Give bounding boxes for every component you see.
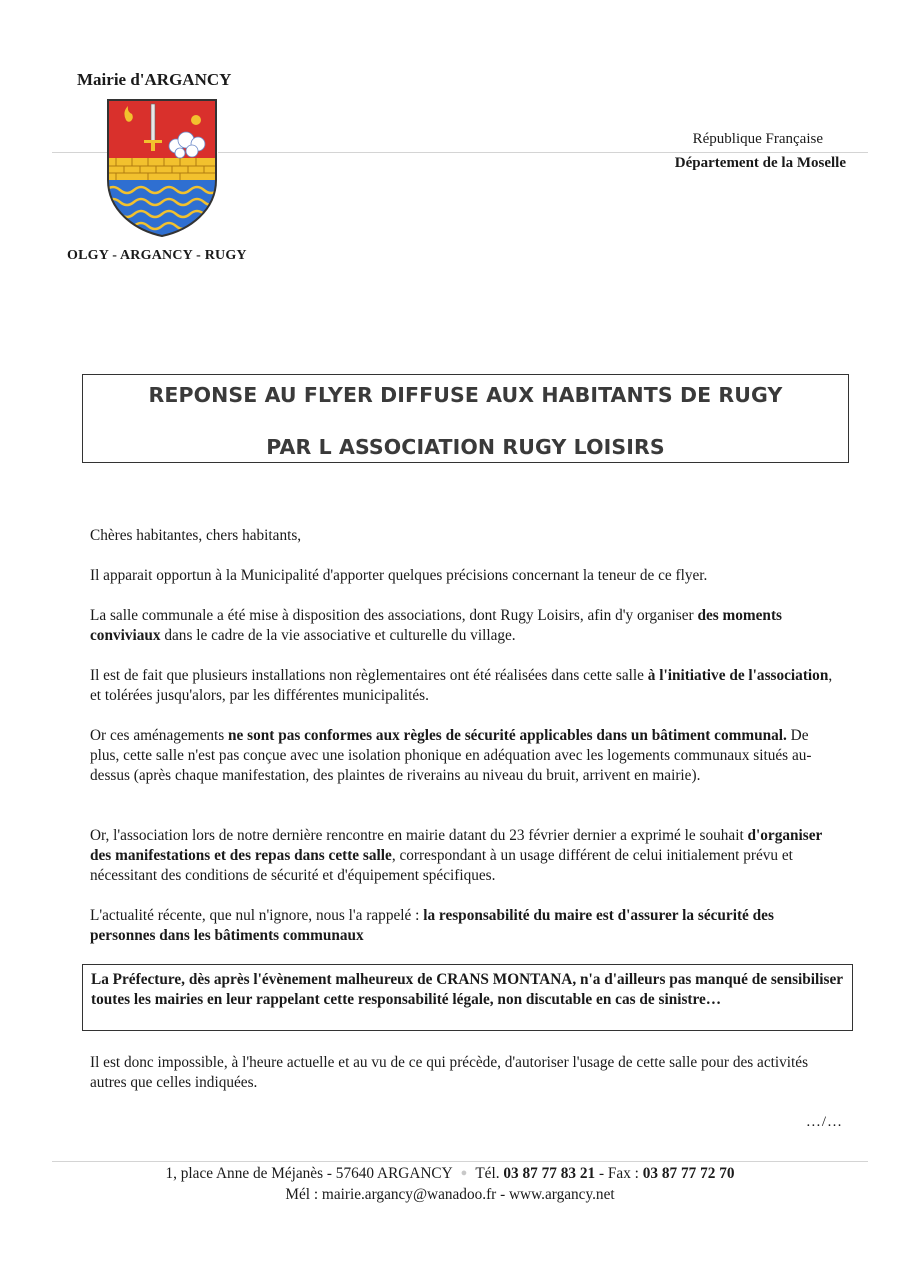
paragraph-2-text-end: dans le cadre de la vie associative et culturelle du village. — [160, 627, 516, 644]
footer-rule — [52, 1161, 868, 1162]
paragraph-7: Il est donc impossible, à l'heure actuelle et au vu de ce qui précède, d'autoriser l'usage de cette salle pour des activités autres que celles indiquées. — [90, 1054, 809, 1091]
paragraph-4-emphasis: ne sont pas conformes aux règles de sécurité applicables dans un bâtiment communal. — [228, 727, 787, 744]
paragraph-4-text: Or ces aménagements — [90, 727, 229, 744]
title-line-2: PAR L ASSOCIATION RUGY LOISIRS — [266, 435, 665, 459]
paragraph-2 — [90, 606, 840, 646]
title-line-1: REPONSE AU FLYER DIFFUSE AUX HABITANTS DE RUGY — [148, 383, 783, 407]
paragraph-2-text: La salle communale a été mise à disposition des associations, dont Rugy Loisirs, afin d'y organiser — [90, 607, 698, 624]
paragraph-4 — [90, 726, 840, 786]
paragraph-5-text: Or, l'association lors de notre dernière rencontre en mairie datant du 23 février dernier a exprimé le souhait — [90, 827, 748, 844]
footer-address-line — [0, 1165, 900, 1183]
footer-address: 1, place Anne de Méjanès - 57640 ARGANCY — [165, 1165, 453, 1182]
continuation-mark: …/… — [805, 1114, 843, 1130]
paragraph-1: Il apparait opportun à la Municipalité d'apporter quelques précisions concernant la teneur de ce flyer. — [90, 567, 708, 584]
communes-label: OLGY - ARGANCY - RUGY — [67, 248, 247, 263]
footer-tel-label: Tél. — [475, 1165, 504, 1182]
footer-contact-line: Mél : mairie.argancy@wanadoo.fr - www.argancy.net — [285, 1186, 615, 1203]
paragraph-5-emphasis: d'organiser des manifestations et des repas dans cette salle — [90, 827, 823, 864]
mairie-name: Mairie d'ARGANCY — [77, 70, 232, 89]
paragraph-6-text: L'actualité récente, que nul n'ignore, nous l'a rappelé : — [90, 907, 424, 924]
republique-label: République Française — [692, 131, 823, 147]
paragraph-5-text-end: , correspondant à un usage différent de celui initialement prévu et nécessitant des conditions de sécurité et d'équipement spécifiques. — [90, 847, 793, 884]
footer-fax: 03 87 77 72 70 — [642, 1165, 735, 1182]
footer-tel: 03 87 77 83 21 — [503, 1165, 596, 1182]
coat-of-arms-logo — [106, 98, 218, 238]
paragraph-2-emphasis: des moments conviviaux — [90, 607, 782, 644]
paragraph-5 — [90, 826, 840, 886]
title-box — [82, 374, 849, 463]
greeting: Chères habitantes, chers habitants, — [90, 527, 302, 544]
header-rule-left — [52, 152, 108, 153]
paragraph-4-text-end: De plus, cette salle n'est pas conçue avec une isolation phonique en adéquation avec les logements communaux situés au-dessus (après chaque manifestation, des plaintes de riverains au niveau du bruit, arrivent en mairie). — [90, 727, 812, 784]
separator-dot-icon: ● — [460, 1167, 468, 1179]
prefecture-notice-box: La Préfecture, dès après l'évènement malheureux de CRANS MONTANA, n'a d'ailleurs pas manqué de sensibiliser toutes les mairies en leur rappelant cette responsabilité légale, non discutable en cas de sinistre… — [82, 964, 853, 1031]
footer-fax-label: - Fax : — [595, 1165, 643, 1182]
paragraph-3-text: Il est de fait que plusieurs installations non règlementaires ont été réalisées dans cette salle — [90, 667, 648, 684]
paragraph-3-emphasis: à l'initiative de l'association — [647, 667, 829, 684]
paragraph-6 — [90, 906, 840, 946]
paragraph-3 — [90, 666, 840, 706]
header-rule-right — [218, 152, 868, 153]
departement-label: Département de la Moselle — [674, 155, 846, 171]
paragraph-3-text-end: , et tolérées jusqu'alors, par les différentes municipalités. — [90, 667, 833, 704]
paragraph-6-emphasis: la responsabilité du maire est d'assurer la sécurité des personnes dans les bâtiments communaux — [90, 907, 774, 944]
